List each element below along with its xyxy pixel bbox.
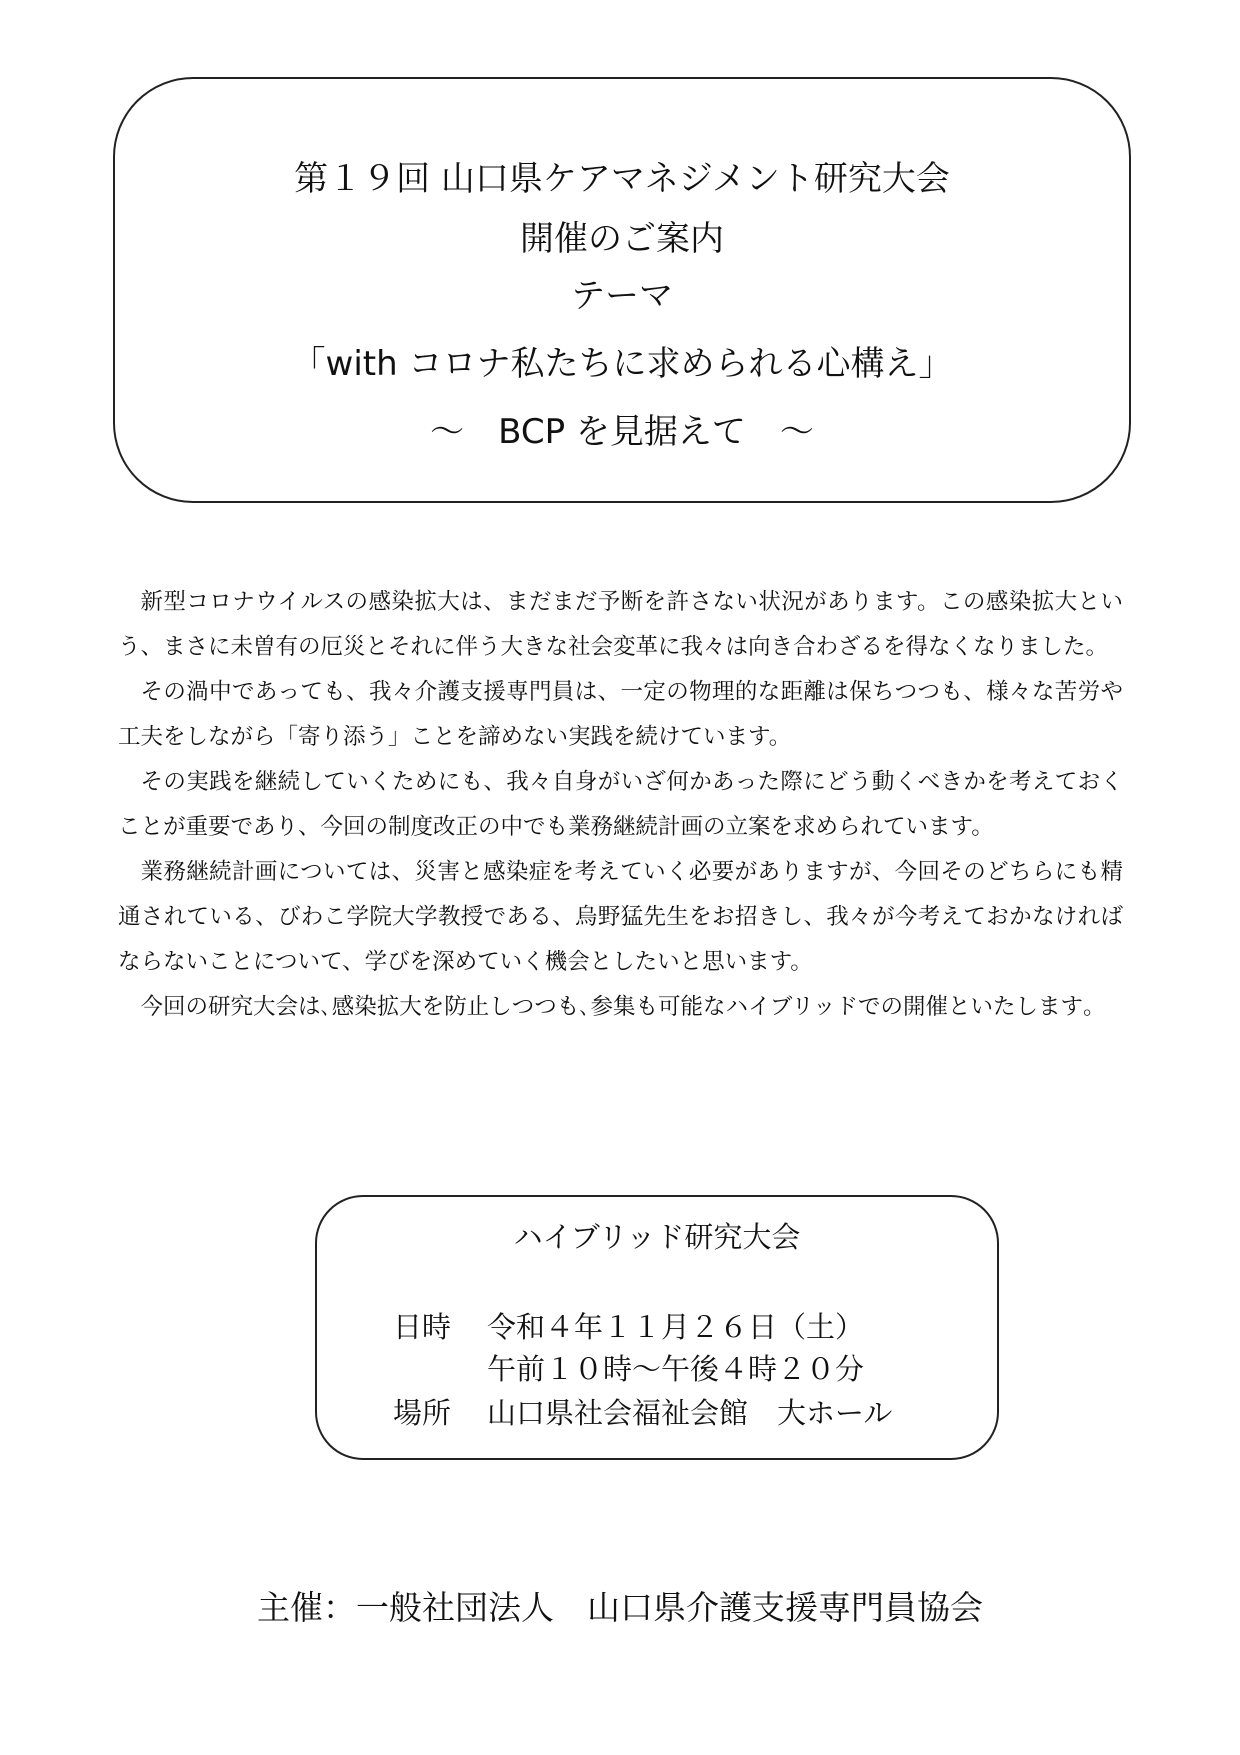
event-details-box: [315, 1195, 999, 1460]
paragraph: 今回の研究大会は､感染拡大を防止しつつも､参集も可能なハイブリッドでの開催といたします｡: [140, 994, 1095, 1020]
place-row: [393, 1395, 892, 1431]
date-label: 日時: [393, 1310, 452, 1344]
paragraph: その渦中であっても、我々介護支援専門員は、一定の物理的な距離は保ちつつも、様々な苦労や工夫をしながら「寄り添う」ことを諦めない実践を続けています。: [118, 679, 1123, 750]
paragraph: 新型コロナウイルスの感染拡大は、まだまだ予断を許さない状況があります。この感染拡大という、まさに未曽有の厄災とそれに伴う大きな社会変革に我々は向き合わざるを得なくなりました。: [118, 589, 1123, 660]
theme-subtext: ～ BCP を見据えて ～: [430, 412, 814, 452]
organizer: 主催：一般社団法人 山口県介護支援専門員協会: [257, 1588, 983, 1627]
theme-text: 「with コロナ私たちに求められる心構え」: [291, 344, 953, 384]
introduction-text: [118, 580, 1123, 1030]
event-format-heading: ハイブリッド研究大会: [513, 1220, 801, 1254]
paragraph: その実践を継続していくためにも、我々自身がいざ何かあった際にどう動くべきかを考えておくことが重要であり、今回の制度改正の中でも業務継続計画の立案を求められています。: [118, 769, 1123, 840]
event-title: 第１９回 山口県ケアマネジメント研究大会: [294, 159, 950, 199]
time-row: [393, 1351, 864, 1387]
theme-label: テーマ: [571, 276, 673, 316]
event-subtitle: 開催のご案内: [520, 219, 724, 259]
date-row: [393, 1309, 864, 1345]
place-value: 山口県社会福祉会館 大ホール: [487, 1396, 893, 1430]
paragraph: 業務継続計画については、災害と感染症を考えていく必要がありますが、今回そのどちらにも精通されている、びわこ学院大学教授である、烏野猛先生をお招きし、我々が今考えておかなければならないことについて、学びを深めていく機会としたいと思います。: [118, 859, 1123, 975]
date-value: 令和４年１１月２６日（土）: [487, 1310, 865, 1344]
title-box: [113, 77, 1131, 503]
place-label: 場所: [393, 1396, 452, 1430]
time-value: 午前１０時～午後４時２０分: [487, 1352, 865, 1386]
